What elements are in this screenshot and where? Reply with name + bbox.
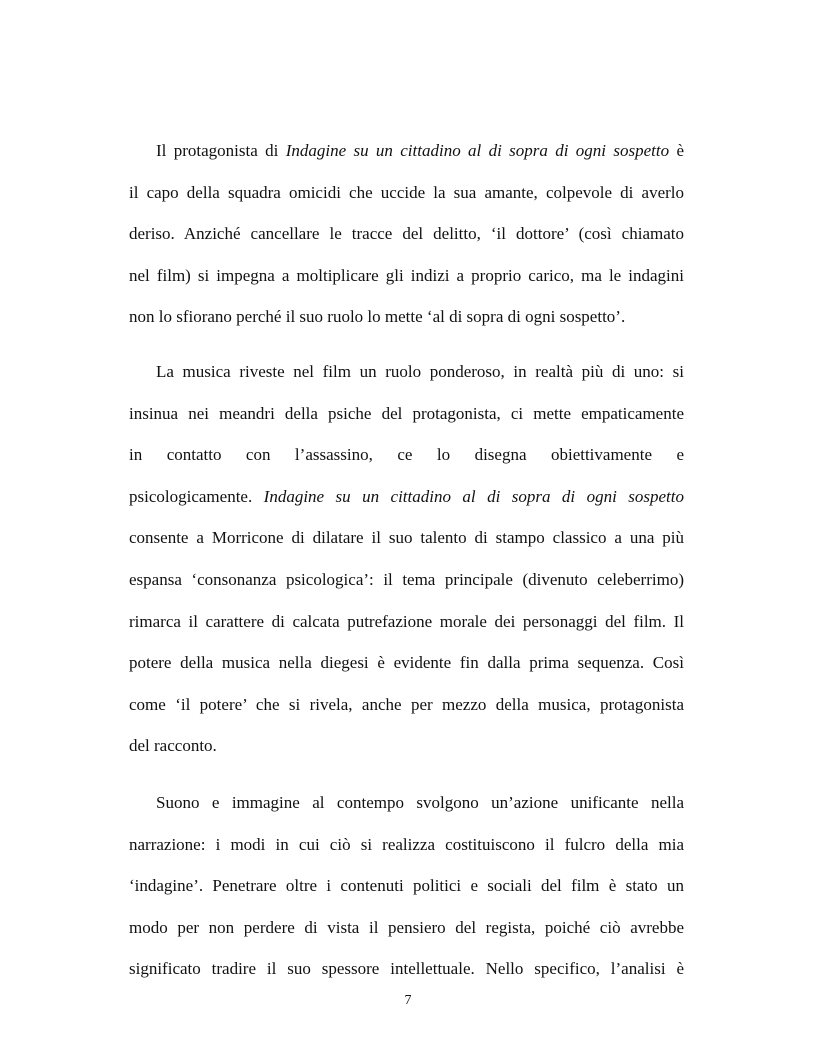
text-line: espansa ‘consonanza psicologica’: il tema principale (divenuto celeberrimo) (129, 569, 684, 589)
text-line: ‘indagine’. Penetrare oltre i contenuti politici e sociali del film è stato un (129, 876, 684, 896)
text-line: psicologicamente. Indagine su un cittadino al di sopra di ogni sospetto (129, 486, 684, 506)
text-line: insinua nei meandri della psiche del protagonista, ci mette empaticamente (129, 403, 684, 423)
text-line: in contatto con l’assassino, ce lo disegna obiettivamente e (129, 445, 684, 465)
text-line: potere della musica nella diegesi è evidente fin dalla prima sequenza. Così (129, 653, 684, 673)
text-line: nel film) si impegna a moltiplicare gli indizi a proprio carico, ma le indagini (129, 265, 684, 285)
text-line: consente a Morricone di dilatare il suo talento di stampo classico a una più (129, 528, 684, 548)
paragraph-2 (129, 351, 684, 767)
text-line: non lo sfiorano perché il suo ruolo lo mette ‘al di sopra di ogni sospetto’. (129, 307, 626, 327)
paragraph-1 (129, 130, 684, 338)
paragraph-3 (129, 782, 684, 990)
page-number: 7 (404, 993, 412, 1008)
text-line: modo per non perdere di vista il pensiero del regista, poiché ciò avrebbe (129, 917, 684, 937)
text-line: deriso. Anziché cancellare le tracce del delitto, ‘il dottore’ (così chiamato (129, 224, 684, 244)
text-line: Suono e immagine al contempo svolgono un’azione unificante nella (156, 793, 684, 812)
text-line: La musica riveste nel film un ruolo ponderoso, in realtà più di uno: si (156, 362, 684, 381)
text-line: come ‘il potere’ che si rivela, anche per mezzo della musica, protagonista (129, 694, 684, 714)
text-line: del racconto. (129, 736, 217, 756)
text-line: il capo della squadra omicidi che uccide la sua amante, colpevole di averlo (129, 182, 684, 202)
text-line: Il protagonista di Indagine su un cittadino al di sopra di ogni sospetto è (156, 141, 684, 160)
text-line: rimarca il carattere di calcata putrefazione morale dei personaggi del film. Il (129, 611, 684, 631)
text-line: significato tradire il suo spessore intellettuale. Nello specifico, l’analisi è (129, 959, 684, 979)
text-line: narrazione: i modi in cui ciò si realizza costituiscono il fulcro della mia (129, 834, 684, 854)
